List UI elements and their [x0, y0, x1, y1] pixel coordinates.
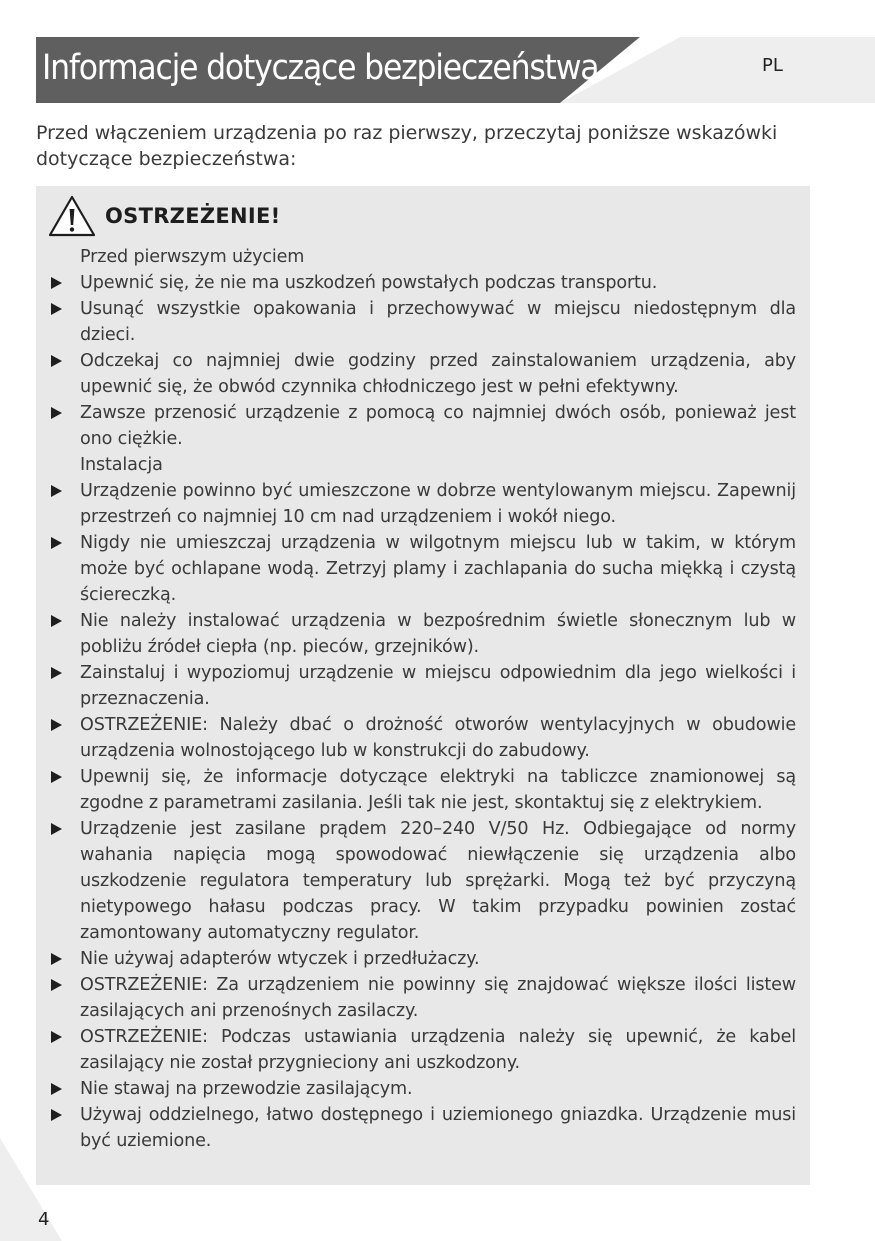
list-item-text: OSTRZEŻENIE: Za urządzeniem nie powinny się znajdować większe ilości listew zasilających ani przenośnych zasilaczy. [80, 975, 796, 1021]
language-code: PL [762, 55, 783, 76]
bullet-arrow-icon [51, 537, 62, 549]
list-item-text: Odczekaj co najmniej dwie godziny przed zainstalowaniem urządzenia, aby upewnić się, że obwód czynnika chłodniczego jest w pełni efektywny. [80, 351, 796, 397]
bullet-arrow-icon [51, 771, 62, 783]
list-item [80, 478, 796, 530]
list-item-text: Nie stawaj na przewodzie zasilającym. [80, 1079, 413, 1099]
list-item [80, 764, 796, 816]
list-item-text: OSTRZEŻENIE: Należy dbać o drożność otworów wentylacyjnych w obudowie urządzenia wolnostojącego lub w konstrukcji do zabudowy. [80, 715, 796, 761]
bullet-arrow-icon [51, 485, 62, 497]
list-item-text: OSTRZEŻENIE: Podczas ustawiania urządzenia należy się upewnić, że kabel zasilający nie został przygnieciony ani uszkodzony. [80, 1027, 796, 1073]
bullet-arrow-icon [51, 1031, 62, 1043]
list-item-text: Używaj oddzielnego, łatwo dostępnego i uziemionego gniazdka. Urządzenie musi być uziemione. [80, 1105, 796, 1151]
bullet-arrow-icon [51, 1109, 62, 1121]
list-item-text: Nigdy nie umieszczaj urządzenia w wilgotnym miejscu lub w takim, w którym może być ochlapane wodą. Zetrzyj plamy i zachlapania do sucha miękką i czystą ściereczką. [80, 533, 796, 605]
list-item [80, 1024, 796, 1076]
bullet-arrow-icon [51, 979, 62, 991]
bullet-arrow-icon [51, 1083, 62, 1095]
list-item-text: Urządzenie powinno być umieszczone w dobrze wentylowanym miejscu. Zapewnij przestrzeń co najmniej 10 cm nad urządzeniem i wokół niego. [80, 481, 796, 527]
list-item-text: Nie należy instalować urządzenia w bezpośrednim świetle słonecznym lub w pobliżu źródeł ciepła (np. pieców, grzejników). [80, 611, 796, 657]
list-item [80, 1102, 796, 1154]
warning-triangle-icon [47, 194, 97, 238]
bullet-arrow-icon [51, 277, 62, 289]
bullet-arrow-icon [51, 719, 62, 731]
section-subheading: Przed pierwszym użyciem [80, 247, 305, 267]
bullet-arrow-icon [51, 355, 62, 367]
list-item [80, 816, 796, 946]
page-title: Informacje dotyczące bezpieczeństwa [42, 48, 599, 88]
list-item [80, 712, 796, 764]
bullet-arrow-icon [51, 407, 62, 419]
list-item [80, 1076, 796, 1102]
list-item [80, 608, 796, 660]
warning-heading: OSTRZEŻENIE! [105, 204, 281, 228]
list-item [80, 660, 796, 712]
bullet-arrow-icon [51, 667, 62, 679]
bullet-arrow-icon [51, 303, 62, 315]
list-item [80, 946, 796, 972]
list-item [80, 530, 796, 608]
list-item-text: Zainstaluj i wypoziomuj urządzenie w miejscu odpowiednim dla jego wielkości i przeznaczenia. [80, 663, 796, 709]
warning-box [36, 186, 810, 1185]
list-item [80, 296, 796, 348]
list-item [80, 348, 796, 400]
list-item [80, 400, 796, 452]
bullet-arrow-icon [51, 823, 62, 835]
list-item [80, 270, 796, 296]
intro-text: Przed włączeniem urządzenia po raz pierwszy, przeczytaj poniższe wskazówki dotyczące bezpieczeństwa: [36, 122, 778, 170]
warning-list [80, 244, 796, 1154]
list-item [80, 972, 796, 1024]
list-item-text: Upewnij się, że informacje dotyczące elektryki na tabliczce znamionowej są zgodne z parametrami zasilania. Jeśli tak nie jest, skontaktuj się z elektrykiem. [80, 767, 796, 813]
list-item-text: Usunąć wszystkie opakowania i przechowywać w miejscu niedostępnym dla dzieci. [80, 299, 796, 345]
bullet-arrow-icon [51, 615, 62, 627]
list-item-text: Nie używaj adapterów wtyczek i przedłużaczy. [80, 949, 480, 969]
list-item-text: Zawsze przenosić urządzenie z pomocą co najmniej dwóch osób, ponieważ jest ono ciężkie. [80, 403, 796, 449]
page-number: 4 [38, 1209, 50, 1230]
section-subheading: Instalacja [80, 455, 163, 475]
list-item-text: Urządzenie jest zasilane prądem 220–240 V/50 Hz. Odbiegające od normy wahania napięcia mogą spowodować niewłączenie się urządzenia albo uszkodzenie regulatora temperatury lub sprężarki. Mogą też być przyczyną nietypowego hałasu podczas pracy. W takim przypadku powinien zostać zamontowany automatyczny regulator. [80, 819, 796, 943]
list-item-text: Upewnić się, że nie ma uszkodzeń powstałych podczas transportu. [80, 273, 658, 293]
bullet-arrow-icon [51, 953, 62, 965]
